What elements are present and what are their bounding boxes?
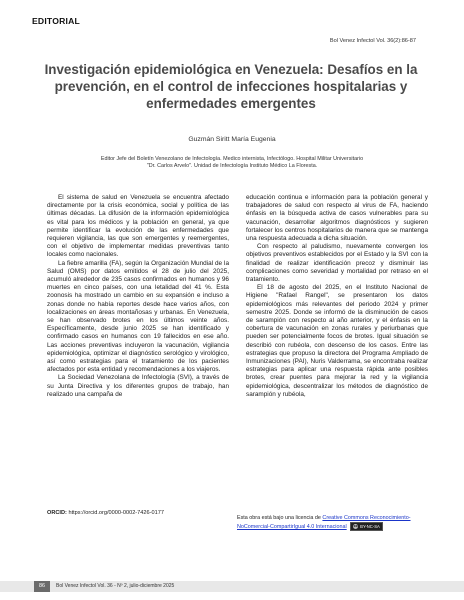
affiliation-line: "Dr. Carlos Arvelo". Unidad de Infectología Instituto Médico La Floresta. [146,163,318,170]
body-paragraph: educación continua e información para la población general y trabajadores de salud con respecto al virus de FA, haciendo énfasis en la búsqueda activa de casos vulnerables para su vacunación, desarrollar algoritmos diagnósticos y sugieren fortalecer los centros hospitalarios de manera que se mantenga una respuesta adecuada a dicha situación. [246,194,428,243]
body-paragraph: El sistema de salud en Venezuela se encuentra afectado directamente por la crisis económica, social y política de las últimas décadas. La difusión de la información epidemiológica es vital para los médicos y la población en general, ya que permite identificar la evolución de las enfermedades que requieren vigilancia, las que son emergentes y reemergentes, con el objetivo de implementar medidas preventivas tanto locales como nacionales. [47,194,229,259]
orcid-line [47,510,164,516]
body-paragraph: Con respecto al paludismo, nuevamente convergen los objetivos preventivos establecidos por el Estado y la SVI con la finalidad de realizar identificación precoz y disminuir las complicaciones como severidad y mortalidad por retraso en el tratamiento. [246,243,428,284]
body-column-left [47,194,229,399]
license-notice [237,515,437,531]
footer-journal-info: Bol Venez Infectol Vol. 36 - Nº 2, julio-diciembre 2025 [56,583,175,589]
orcid-link[interactable]: https://orcid.org/0000-0002-7426-0177 [68,510,164,516]
cc-badge-label: BY-NC-SA [360,524,380,530]
page-number: 86 [34,581,50,592]
body-paragraph: La fiebre amarilla (FA), según la Organización Mundial de la Salud (OMS) por datos emitidos el 28 de julio del 2025, acumuló alrededor de 235 casos confirmados en humanos y 96 muertes en cinco países, con una letalidad del 41 %. Esta zoonosis ha mostrado un cambio en su expansión e incluso a zonas donde no había reportes desde hace varios años, con localizaciones en áreas montañosas y urbanas. En Venezuela, se han observado brotes en los últimos veinte años. Específicamente, desde junio 2025 se han identificado y confirmado casos en humanos con 19 fallecidos en ese año. Las acciones preventivas incluyeron la vacunación, vigilancia epidemiológica, optimizar el diagnóstico serológico y virológico, así como estrategias para el tratamiento de los pacientes afectados por esta entidad y recomendaciones a los viajeros. [47,259,229,374]
article-title: Investigación epidemiológica en Venezuela: Desafíos en la prevención, en el control de infecciones hospitalarias y enfermedades emergentes [44,62,418,111]
cc-icon: cc [353,524,358,529]
cc-license-badge[interactable] [350,522,383,531]
author-affiliation [0,156,464,170]
license-link[interactable]: Creative Commons Reconocimiento-NoComercial-CompartirIgual 4.0 Internacional [237,515,411,531]
journal-citation: Bol Venez Infectol Vol. 36(2):86-87 [329,38,416,44]
section-label: EDITORIAL [32,16,80,26]
page-footer [0,581,464,592]
orcid-label: ORCID: [47,510,67,516]
body-paragraph: La Sociedad Venezolana de Infectología (SVI), a través de su Junta Directiva y los diferentes grupos de trabajo, han realizado una campaña de [47,374,229,398]
license-text: Esta obra está bajo una licencia de [237,515,323,521]
body-paragraph: El 18 de agosto del 2025, en el Instituto Nacional de Higiene "Rafael Rangel", se presentaron los datos epidemiológicos más relevantes del periodo 2024 y primer semestre 2025. Donde se informó de la disminución de casos de sarampión con respecto al año anterior, y el énfasis en la cobertura de vacunación en zonas rurales y periurbanas que pueden ser potencialmente focos de brotes. Igual situación se describió con rubéola, con descenso de los casos. Entre las estrategias que propuso la directora del Programa Ampliado de Inmunizaciones (PAI), Nuris Valderrama, se encontraba realizar estrategias para aplicar una respuesta rápida ante posibles brotes, crear puentes para mejorar la red y la vigilancia epidemiológica, descentralizar los métodos de diagnóstico de sarampión y rubéola, [246,284,428,398]
body-column-right [246,194,428,399]
affiliation-line: Editor Jefe del Boletín Venezolano de Infectología. Medico internista, Infectólogo. Hospital Militar Universitario [100,156,364,162]
author-name: Guzmán Siritt María Eugenia [188,136,276,143]
